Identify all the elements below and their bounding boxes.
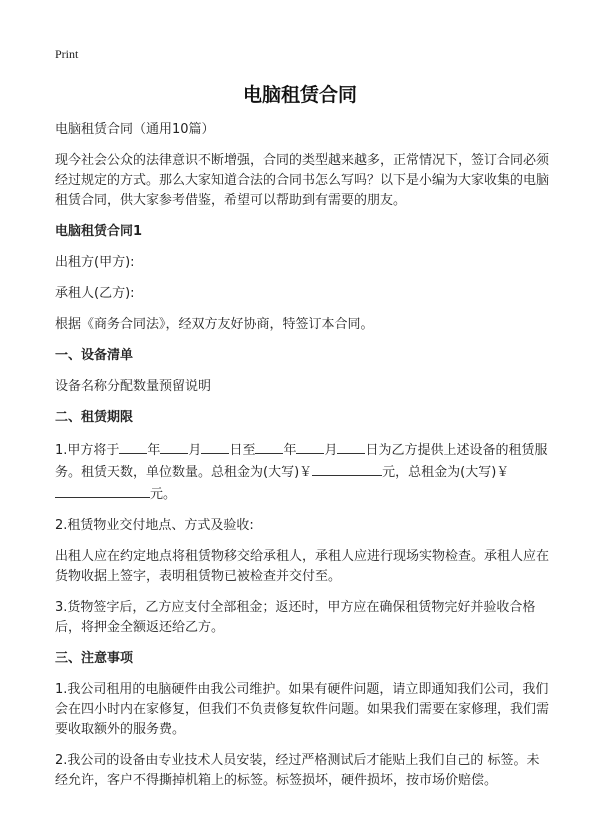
- blank-field: [296, 439, 324, 454]
- lease-term-item-2-heading: 2.租赁物业交付地点、方式及验收:: [55, 518, 254, 533]
- blank-field: [312, 461, 382, 476]
- blank-field: [337, 439, 365, 454]
- text-segment: 月: [324, 443, 338, 458]
- blank-field: [160, 439, 188, 454]
- blank-field: [255, 439, 283, 454]
- text-segment: 日至: [229, 443, 256, 458]
- contract-heading: 电脑租赁合同1: [55, 224, 143, 239]
- text-segment: 元。: [150, 487, 177, 502]
- text-segment: 年: [147, 443, 161, 458]
- notes-item-1: 1.我公司租用的电脑硬件由我公司维护。如果有硬件问题，请立即通知我们公司，我们会在四小时内在家修复，但我们不负责修复软件问题。如果我们需要在家修理，我们需要收取额外的服务费。: [55, 682, 550, 737]
- blank-field: [119, 439, 147, 454]
- lessor-line: 出租方(甲方):: [55, 255, 135, 270]
- text-segment: 元，总租金为(大写)￥: [382, 465, 510, 480]
- document-subtitle: 电脑租赁合同（通用10篇）: [55, 122, 215, 137]
- notes-item-2: 2.我公司的设备由专业技术人员安装，经过严格测试后才能贴上我们自己的 标签。未经允许，客户不得撕掉机箱上的标签。标签损坏，硬件损坏，按市场价赔偿。: [55, 753, 540, 788]
- intro-paragraph: 现今社会公众的法律意识不断增强，合同的类型越来越多，正常情况下，签订合同必须经过规定的方式。那么大家知道合法的合同书怎么写吗？以下是小编为大家收集的电脑租赁合同，供大家参考借鉴，希望可以帮助到有需要的朋友。: [55, 153, 550, 208]
- basis-line: 根据《商务合同法》，经双方友好协商，特签订本合同。: [55, 317, 374, 332]
- text-segment: 1.甲方将于: [55, 443, 120, 458]
- text-segment: 月: [188, 443, 202, 458]
- blank-field: [201, 439, 229, 454]
- blank-field: [55, 483, 150, 498]
- text-segment: 日为乙方提供上述设备的租赁服务。租赁天数，单位数量。总租金为(大写)￥: [55, 443, 548, 480]
- lease-term-item-1: [55, 439, 550, 505]
- print-link[interactable]: Print: [55, 47, 79, 61]
- document-title: 电脑租赁合同: [242, 84, 357, 106]
- section-heading-equipment: 一、设备清单: [55, 348, 134, 363]
- document-body: [55, 120, 550, 802]
- text-segment: 年: [283, 443, 297, 458]
- section-heading-lease-term: 二、租赁期限: [55, 410, 134, 425]
- section-heading-notes: 三、注意事项: [55, 651, 134, 666]
- lessee-line: 承租人(乙方):: [55, 286, 135, 301]
- equipment-list-line: 设备名称分配数量预留说明: [55, 379, 212, 394]
- lease-term-item-3: 3.货物签字后，乙方应支付全部租金；返还时，甲方应在确保租赁物完好并验收合格后，将押金全额返还给乙方。: [55, 600, 536, 635]
- lease-term-item-2-body: 出租人应在约定地点将租赁物移交给承租人，承租人应进行现场实物检查。承租人应在货物收据上签字，表明租赁物已被检查并交付至。: [55, 549, 550, 584]
